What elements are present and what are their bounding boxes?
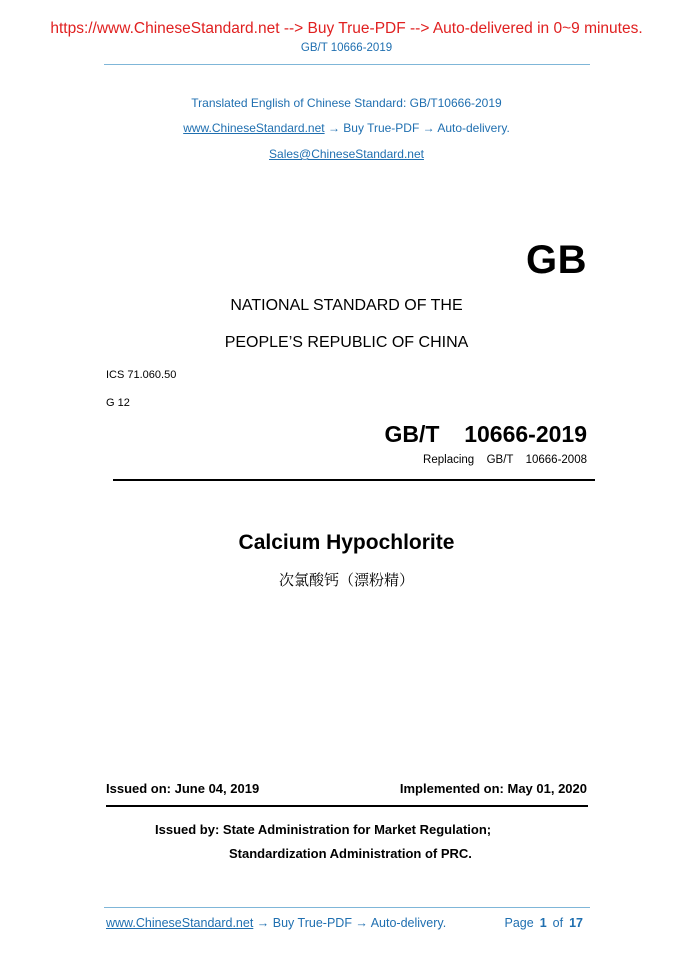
title-divider [113, 479, 595, 481]
header-standard-code: GB/T 10666-2019 [300, 42, 393, 54]
ccs-code: G 12 [106, 397, 130, 409]
page-total: 17 [569, 916, 583, 930]
page-current: 1 [539, 916, 547, 930]
footer-site-link[interactable]: www.ChineseStandard.net [106, 916, 254, 930]
promo-email-link[interactable]: Sales@ChineseStandard.net [269, 147, 424, 161]
promo-email-line [0, 147, 693, 161]
issued-on-date: Issued on: June 04, 2019 [106, 781, 260, 796]
issued-by-line-1: Issued by: State Administration for Market Regulation; [155, 822, 492, 837]
page-of-label: of [552, 916, 564, 930]
replacing-note: Replacing GB/T 10666-2008 [423, 454, 587, 466]
document-title: Calcium Hypochlorite [238, 531, 455, 554]
header-divider [104, 64, 590, 65]
page-label: Page [504, 916, 534, 930]
ics-code: ICS 71.060.50 [106, 369, 177, 381]
national-standard-line-1: NATIONAL STANDARD OF THE [230, 297, 463, 314]
gb-logo: GB [526, 238, 587, 282]
promo-translation-line: Translated English of Chinese Standard: GB/T10666-2019 [191, 96, 502, 110]
page-indicator [505, 916, 584, 930]
issued-by-line-2: Standardization Administration of PRC. [229, 846, 472, 861]
promo-buy-line [0, 121, 693, 135]
footer-divider [104, 907, 590, 908]
standard-number: GB/T 10666-2019 [384, 421, 587, 447]
implemented-on-date: Implemented on: May 01, 2020 [399, 781, 587, 796]
promo-buy-text: → Buy True-PDF → Auto-delivery. [327, 121, 510, 135]
document-title-chinese: 次氯酸钙（漂粉精） [278, 571, 414, 589]
footer-buy-line [106, 916, 446, 930]
footer-buy-text: → Buy True-PDF → Auto-delivery. [256, 916, 447, 930]
national-standard-line-2: PEOPLE’S REPUBLIC OF CHINA [224, 334, 469, 351]
top-banner[interactable]: https://www.ChineseStandard.net --> Buy True-PDF --> Auto-delivered in 0~9 minutes. [50, 20, 643, 37]
promo-site-link[interactable]: www.ChineseStandard.net [183, 121, 325, 135]
dates-divider [106, 805, 588, 807]
